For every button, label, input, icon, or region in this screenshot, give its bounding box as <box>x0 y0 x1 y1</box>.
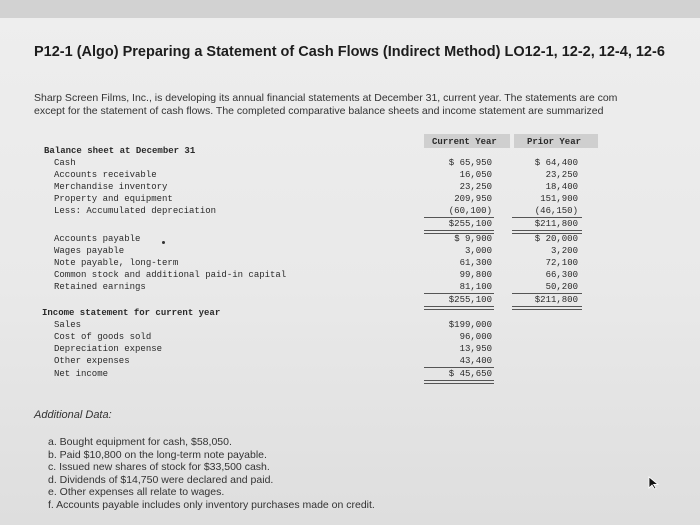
prior-year-header: Prior Year <box>527 137 582 147</box>
current-value: $199,000 <box>448 320 492 330</box>
subtotal-rule <box>424 293 494 294</box>
current-value: 61,300 <box>459 258 492 268</box>
prior-value: (46,150) <box>534 206 578 216</box>
row-label: Net income <box>54 369 109 379</box>
subtotal-rule <box>424 367 494 368</box>
current-value: 96,000 <box>459 332 492 342</box>
prior-value: 50,200 <box>545 282 578 292</box>
current-value: (60,100) <box>448 206 492 216</box>
prior-value: 66,300 <box>545 270 578 280</box>
prior-value: 72,100 <box>545 258 578 268</box>
row-label: Sales <box>54 320 82 330</box>
row-label: Other expenses <box>54 356 130 366</box>
current-value: 81,100 <box>459 282 492 292</box>
row-label: Merchandise inventory <box>54 182 168 192</box>
current-value: 16,050 <box>459 170 492 180</box>
intro-line: Sharp Screen Films, Inc., is developing its annual financial statements at December 31, current year. The statements are com <box>34 92 618 104</box>
current-value: 23,250 <box>459 182 492 192</box>
current-value: 43,400 <box>459 356 492 366</box>
net-income-value: $ 45,650 <box>448 369 492 379</box>
list-item: e. Other expenses all relate to wages. <box>48 486 225 498</box>
list-item: d. Dividends of $14,750 were declared and paid. <box>48 473 274 486</box>
list-item: c. Issued new shares of stock for $33,500 cash. <box>48 461 270 473</box>
prior-value: $ 20,000 <box>534 234 578 244</box>
list-item: f. Accounts payable includes only inventory purchases made on credit. <box>48 498 375 511</box>
row-label: Retained earnings <box>54 282 146 292</box>
total-rule <box>424 380 494 384</box>
row-label: Accounts payable <box>54 234 141 244</box>
problem-intro <box>34 92 700 118</box>
total-assets-prior: $211,800 <box>534 219 578 229</box>
list-item: b. Paid $10,800 on the long-term note payable. <box>48 448 267 461</box>
row-label: Depreciation expense <box>54 344 163 354</box>
row-label: Note payable, long-term <box>54 258 179 268</box>
subtotal-rule <box>512 217 582 218</box>
row-label: Cost of goods sold <box>54 332 152 342</box>
row-label: Wages payable <box>54 246 125 256</box>
total-rule <box>424 306 494 310</box>
prior-value: 3,200 <box>550 246 578 256</box>
bullet-dot <box>162 241 165 244</box>
prior-value: 23,250 <box>545 170 578 180</box>
row-label: Accounts receivable <box>54 170 157 180</box>
current-value: 3,000 <box>464 246 492 256</box>
current-value: $ 9,900 <box>454 234 492 244</box>
total-rule <box>512 306 582 310</box>
list-item: a. Bought equipment for cash, $58,050. <box>48 436 232 448</box>
total-liabilities-current: $255,100 <box>448 295 492 305</box>
prior-value: 151,900 <box>540 194 578 204</box>
current-value: 99,800 <box>459 270 492 280</box>
total-assets-current: $255,100 <box>448 219 492 229</box>
total-liabilities-prior: $211,800 <box>534 295 578 305</box>
prior-value: 18,400 <box>545 182 578 192</box>
balance-sheet-title: Balance sheet at December 31 <box>44 146 196 156</box>
additional-data-list <box>48 436 375 511</box>
problem-title: P12-1 (Algo) Preparing a Statement of Cash Flows (Indirect Method) LO12-1, 12-2, 12-4, 12-6 <box>34 44 665 60</box>
current-value: 13,950 <box>459 344 492 354</box>
current-year-header: Current Year <box>432 137 497 147</box>
row-label: Less: Accumulated depreciation <box>54 206 217 216</box>
current-value: $ 65,950 <box>448 158 492 168</box>
row-label: Property and equipment <box>54 194 173 204</box>
subtotal-rule <box>424 217 494 218</box>
subtotal-rule <box>512 293 582 294</box>
row-label: Common stock and additional paid-in capital <box>54 270 287 280</box>
income-statement-title: Income statement for current year <box>42 308 221 318</box>
prior-value: $ 64,400 <box>534 158 578 168</box>
row-label: Cash <box>54 158 76 168</box>
top-bar <box>0 0 700 18</box>
current-value: 209,950 <box>454 194 492 204</box>
mouse-cursor-icon <box>648 476 660 490</box>
intro-line: except for the statement of cash flows. The completed comparative balance sheets and income statement are summarized <box>34 105 604 117</box>
additional-data-title: Additional Data: <box>34 409 112 421</box>
